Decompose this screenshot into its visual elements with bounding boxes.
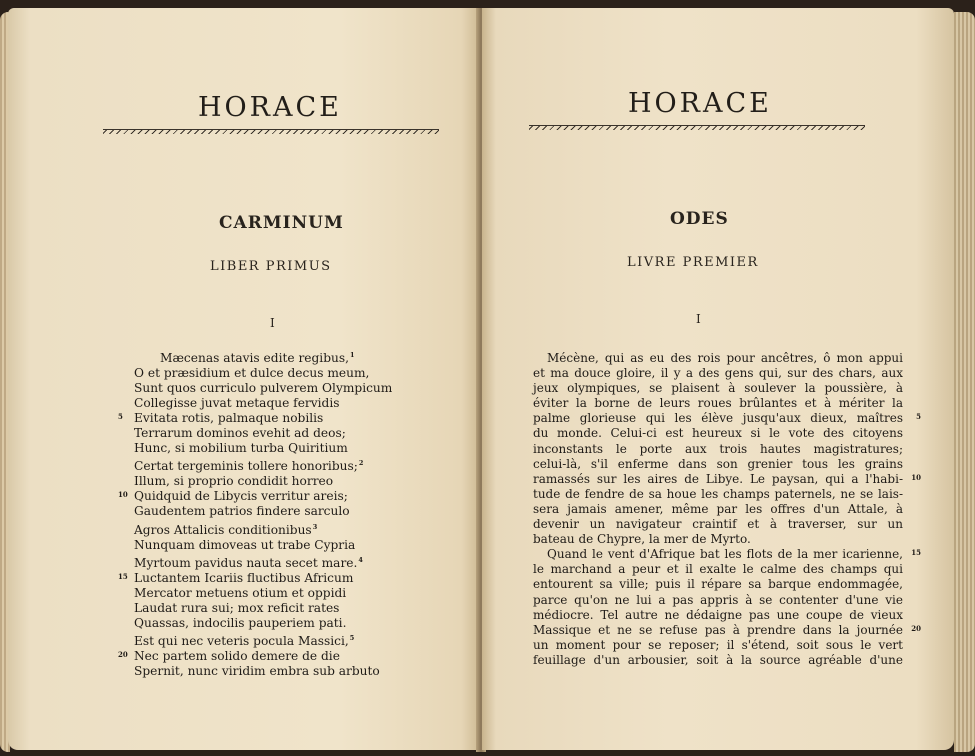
prose-line [533,396,903,411]
prose-line [533,547,921,562]
prose-text: sera jamais amener, même par les offres d'un Attale, à [533,501,903,516]
prose-text: et ma douce gloire, il y a des gens qui, sur des chars, aux [533,366,903,381]
verse-line [134,474,392,489]
french-ode-number: I [696,312,701,326]
latin-subtitle: LIBER PRIMUS [210,259,332,274]
prose-line [533,517,903,532]
verse-line [134,426,392,441]
prose-line [533,366,903,381]
verse-text: Gaudentem patrios findere sarculo [134,504,350,519]
prose-line [533,532,903,547]
verse-text: Certat tergeminis tollere honoribus; [134,459,358,474]
footnote-marker: 1 [349,351,355,359]
prose-line [533,426,903,441]
prose-line [533,638,903,653]
verse-line [134,616,392,631]
prose-text: éviter la borne de leurs roues brûlantes et à mériter la [533,396,903,411]
latin-title: CARMINUM [219,213,344,233]
prose-line [533,562,903,577]
footnote-marker: 4 [358,555,363,564]
verse-text: Hunc, si mobilium turba Quiritium [134,441,348,456]
prose-text: Mécène, qui as eu des rois pour ancêtres, ô mon appui [547,351,903,365]
right-page-edges [954,12,975,752]
verse-text: Laudat rura sui; mox reficit rates [134,600,340,615]
prose-line [533,653,903,668]
verse-line [118,489,392,504]
prose-text: médiocre. Tel autre ne dédaigne pas une coupe de vieux [533,607,903,622]
prose-line [533,381,903,396]
prose-text: du monde. Celui-ci est heureux si le vote des citoyens [533,426,903,441]
verse-line [134,366,392,381]
verse-text: Spernit, nunc viridim embra sub arbuto [134,663,380,678]
verse-line [134,520,392,538]
prose-text: feuillage d'un arbousier, soit à la source agréable d'une [533,652,903,667]
verse-line [134,664,392,679]
prose-line [533,577,903,592]
margin-line-number: 10 [911,472,921,482]
prose-line [533,593,903,608]
prose-text: bateau de Chypre, la mer de Myrto. [533,532,751,547]
verse-line [134,538,392,553]
verse-text: Mercator metuens otium et oppidi [134,585,347,600]
verse-text: Mæcenas atavis edite regibus, [160,351,349,365]
prose-line [533,502,903,517]
prose-text: Quand le vent d'Afrique bat les flots de la mer icarienne, [547,547,903,562]
verse-text: Evitata rotis, palmaque nobilis [134,411,324,426]
prose-text: le marchand a peur et il exalte le calme des champs qui [533,562,903,577]
prose-text: ramassés sur les aires de Libye. Le paysan, qui a l'habi- [533,471,903,486]
prose-text: palme glorieuse qui les élève jusqu'aux dieux, maîtres [533,411,903,426]
french-title: ODES [670,209,729,229]
verse-line [134,456,392,474]
verse-text: Quassas, indocilis pauperiem pati. [134,615,347,630]
verse-text: Est qui nec veteris pocula Massici, [134,633,349,648]
french-prose [533,351,921,668]
verse-line [118,570,392,586]
open-book [0,8,975,756]
verse-line [134,381,392,396]
verse-line [134,586,392,601]
verse-line [134,553,392,571]
running-head-left: HORACE [198,92,342,123]
prose-line [533,487,903,502]
line-number: 20 [118,649,128,659]
verse-text: O et præsidium et dulce decus meum, [134,366,370,381]
prose-line [533,457,903,472]
french-subtitle: LIVRE PREMIER [627,255,759,270]
verse-text: Terrarum dominos evehit ad deos; [134,426,346,441]
running-head-rule-right [529,125,865,130]
line-number: 15 [118,571,128,581]
verse-text: Collegisse juvat metaque fervidis [134,396,340,411]
line-number: 10 [118,490,128,500]
prose-text: tude de fendre de sa houe les champs paternels, ne se lais- [533,486,903,501]
prose-text: entourent sa ville; puis il répare sa barque endommagée, [533,577,903,592]
verse-line [134,631,392,649]
verse-line [118,648,392,664]
verse-line [118,411,392,426]
prose-line [533,622,921,638]
margin-line-number: 5 [916,412,921,422]
prose-line [533,411,921,426]
prose-text: inconstants le porte aux trois hautes magistratures; [533,441,903,456]
prose-text: parce qu'on ne lui a pas appris à se contenter d'une vie [533,592,903,607]
prose-text: devenir un navigateur craintif et à traverser, sur un [533,517,903,532]
verse-line [134,504,392,519]
prose-line [533,608,903,623]
verse-text: Myrtoum pavidus nauta secet mare. [134,555,358,570]
verse-text: Quidquid de Libycis verritur areis; [134,489,348,504]
verse-text: Agros Attalicis conditionibus [134,522,312,537]
footnote-marker: 5 [349,633,355,642]
verse-text: Luctantem Icariis fluctibus Africum [134,570,354,585]
verse-line [134,396,392,411]
left-page [8,8,480,750]
prose-text: jeux olympiques, se plaisent à soulever la poussière, à [533,381,903,396]
margin-line-number: 20 [911,623,921,633]
verse-text: Illum, si proprio condidit horreo [134,474,334,489]
verse-line [134,441,392,456]
verse-line [134,601,392,616]
footnote-marker: 3 [312,522,318,531]
line-number: 5 [118,412,123,422]
prose-text: Massique et ne se refuse pas à prendre dans la journée [533,622,903,637]
latin-verse [118,348,393,679]
verse-line [134,348,392,366]
prose-line [533,442,903,457]
footnote-marker: 2 [358,459,364,468]
prose-line [533,471,921,487]
verse-text: Nec partem solido demere de die [134,648,340,663]
prose-text: celui-là, s'il enferme dans son grenier tous les grains [533,456,903,471]
verse-text: Nunquam dimoveas ut trabe Cypria [134,537,356,552]
running-head-right: HORACE [628,88,772,119]
latin-ode-number: I [270,316,275,330]
running-head-rule-left [103,129,439,134]
prose-text: un moment pour se reposer; il s'étend, soit sous le vert [533,637,903,652]
right-page [482,8,954,750]
verse-text: Sunt quos curriculo pulverem Olympicum [134,381,393,396]
prose-line [533,351,903,366]
margin-line-number: 15 [911,548,921,558]
